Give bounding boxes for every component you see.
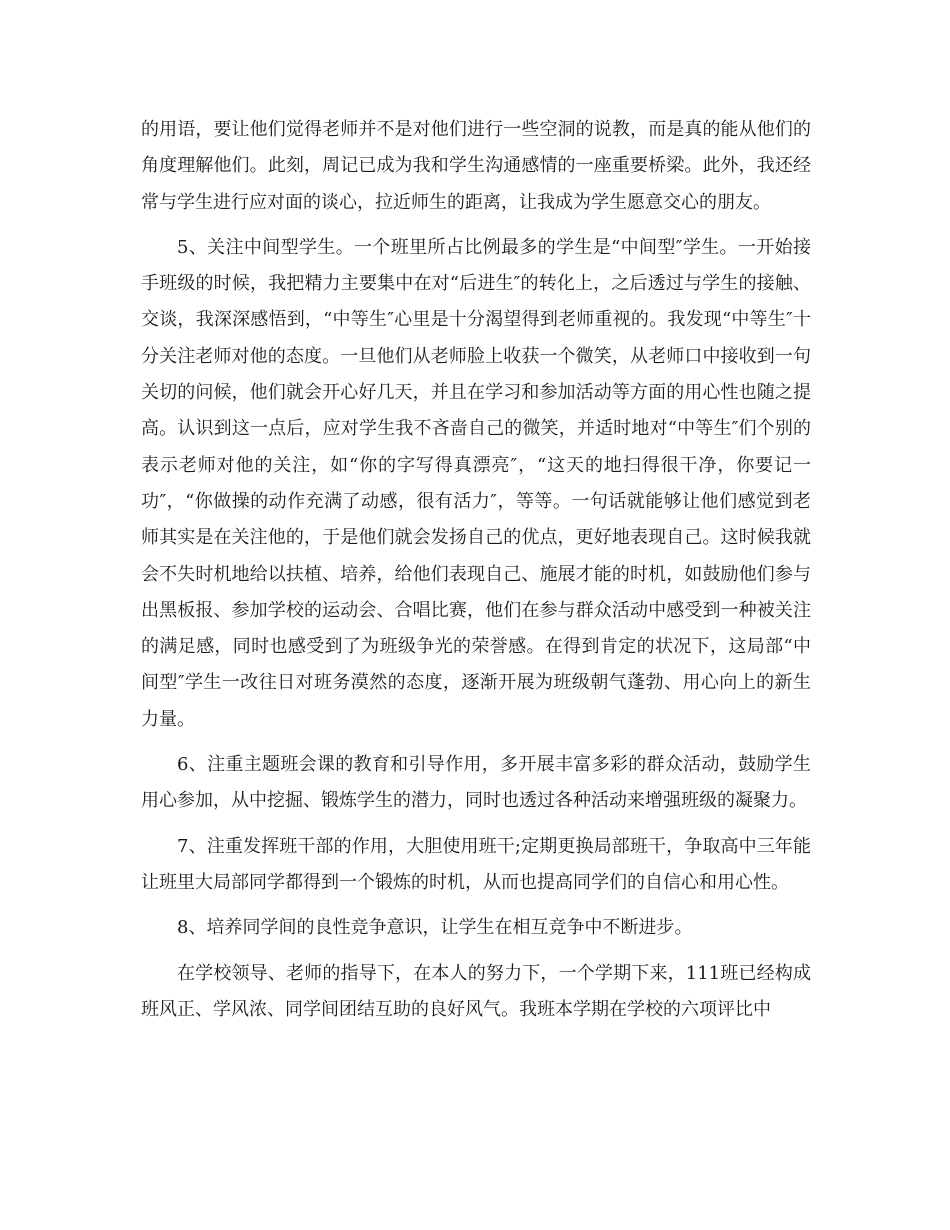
paragraph-point-7-class-cadres: 7、注重发挥班干部的作用，大胆使用班干;定期更换局部班干，争取高中三年能让班里大局部同学都得到一个锻炼的时机，从而也提高同学们的自信心和用心性。 [141, 835, 811, 893]
paragraph-point-6-class-meetings: 6、注重主题班会课的教育和引导作用，多开展丰富多彩的群众活动，鼓励学生用心参加，从中挖掘、锻炼学生的潜力，同时也透过各种活动来增强班级的凝聚力。 [141, 754, 811, 812]
paragraph-continuation-weekly-journal: 的用语，要让他们觉得老师并不是对他们进行一些空洞的说教，而是真的能从他们的角度理解他们。此刻，周记已成为我和学生沟通感情的一座重要桥梁。此外，我还经常与学生进行应对面的谈心，拉近师生的距离，让我成为学生愿意交心的朋友。 [141, 119, 811, 213]
paragraph-point-5-middle-students: 5、关注中间型学生。一个班里所占比例最多的学生是“中间型″学生。一开始接手班级的时候，我把精力主要集中在对“后进生″的转化上，之后透过与学生的接触、交谈，我深深感悟到，“中等生″心里是十分渴望得到老师重视的。我发现“中等生″十分关注老师对他的态度。一旦他们从老师脸上收获一个微笑，从老师口中接收到一句关切的问候，他们就会开心好几天，并且在学习和参加活动等方面的用心性也随之提高。认识到这一点后，应对学生我不吝啬自己的微笑，并适时地对“中等生″们个别的表示老师对他的关注，如“你的字写得真漂亮″，“这天的地扫得很干净，你要记一功″，“你做操的动作充满了动感，很有活力″，等等。一句话就能够让他们感觉到老师其实是在关注他的，于是他们就会发扬自己的优点，更好地表现自己。这时候我就会不失时机地给以扶植、培养，给他们表现自己、施展才能的时机，如鼓励他们参与出黑板报、参加学校的运动会、合唱比赛，他们在参与群众活动中感受到一种被关注的满足感，同时也感受到了为班级争光的荣誉感。在得到肯定的状况下，这局部“中间型″学生一改往日对班务漠然的态度，逐渐开展为班级朝气蓬勃、用心向上的新生力量。 [141, 236, 811, 730]
document-body [141, 112, 811, 1037]
paragraph-summary: 在学校领导、老师的指导下，在本人的努力下，一个学期下来，111班已经构成班风正、学风浓、同学间团结互助的良好风气。我班本学期在学校的六项评比中 [141, 962, 811, 1020]
paragraph-point-8-competition: 8、培养同学间的良性竞争意识，让学生在相互竞争中不断进步。 [177, 917, 693, 939]
